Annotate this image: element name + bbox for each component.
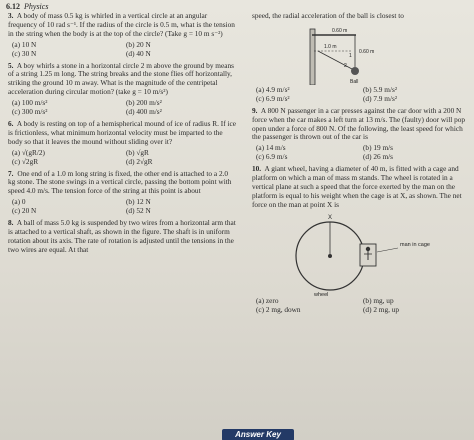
question-3-options	[8, 41, 236, 59]
question-text: speed, the radial acceleration of the ball is closest to	[252, 11, 404, 20]
label-top-length: 0.60 m	[332, 27, 348, 34]
option[interactable]: (c) 6.9 m/s²	[256, 93, 290, 103]
option[interactable]: (a) zero	[256, 295, 279, 305]
ball-mark	[351, 67, 359, 75]
label-side2: 0.60 m	[359, 48, 375, 55]
question-9-options	[252, 144, 466, 162]
option[interactable]: (b) √gR	[126, 147, 149, 157]
option[interactable]: (a) 0	[12, 197, 26, 207]
option[interactable]: (a) √(gR/2)	[12, 147, 45, 157]
question-7	[8, 170, 236, 197]
left-column	[8, 12, 236, 257]
option[interactable]: (d) 2√gR	[126, 156, 153, 166]
question-number: 9.	[252, 105, 258, 115]
wheel-label: wheel	[314, 291, 329, 296]
option[interactable]: (d) 7.9 m/s²	[363, 93, 398, 103]
question-text: One end of a 1.0 m long string is fixed, the other end is attached to a 2.0 kg stone. The stone swings in a vertical circle, passing the bottom point with speed 4.0 m/s. The tension force of the string at this point is about	[8, 168, 232, 196]
vertical-shaft	[310, 29, 315, 85]
hub	[328, 254, 332, 258]
question-text: A ball of mass 5.0 kg is suspended by two wires from a horizontal arm that is attached to a vertical shaft, as shown in the figure. The shaft is in uniform rotation about its axis. The rate of rotation is adjusted until the tensions in the two wires are equal. At that	[8, 218, 236, 254]
label-side-length: 1.0 m	[324, 43, 337, 50]
question-10-options	[252, 297, 466, 315]
label-angle-2: 2	[344, 62, 347, 69]
wheel-diagram	[252, 212, 442, 296]
question-9	[252, 107, 466, 143]
question-number: 5.	[8, 60, 14, 70]
option[interactable]: (b) 12 N	[126, 197, 151, 207]
question-text: A body is resting on top of a hemispherical mound of ice of radius R. If ice is frictionless, what minimum horizontal velocity must be imparted to the body so that it leaves the mound without sliding over it?	[8, 118, 236, 146]
option[interactable]: (b) 200 m/s²	[126, 98, 162, 108]
answer-key-button[interactable]: Answer Key	[222, 429, 294, 440]
option[interactable]: (b) mg, up	[363, 295, 394, 305]
man-head	[366, 246, 370, 250]
question-5-options	[8, 99, 236, 117]
question-number: 8.	[8, 218, 14, 228]
option[interactable]: (b) 19 m/s	[363, 143, 393, 153]
question-3	[8, 12, 236, 39]
page-header	[6, 2, 48, 11]
question-8-continued	[252, 12, 466, 21]
question-number: 7.	[8, 168, 14, 178]
right-column	[252, 12, 466, 318]
option[interactable]: (c) √2gR	[12, 156, 39, 166]
option[interactable]: (b) 20 N	[126, 39, 151, 49]
man-in-cage-label: man in cage	[400, 241, 430, 248]
question-text: A body of mass 0.5 kg is whirled in a vertical circle at an angular frequency of 10 rad s⁻¹. If the radius of the circle is 0.5 m, what is the tension in the string when the body is at the top of the circle? (Take g = 10 m s⁻²)	[8, 11, 235, 38]
page-number: 6.12	[6, 2, 20, 11]
wire-lower	[318, 51, 352, 69]
question-number: 10.	[252, 164, 262, 174]
option[interactable]: (d) 40 N	[126, 48, 151, 58]
option[interactable]: (a) 10 N	[12, 39, 37, 49]
question-number: 6.	[8, 118, 14, 128]
option[interactable]: (a) 100 m/s²	[12, 98, 48, 108]
question-5	[8, 62, 236, 98]
option[interactable]: (d) 400 m/s²	[126, 107, 162, 117]
question-10	[252, 165, 466, 210]
question-6	[8, 120, 236, 147]
question-text: A 800 N passenger in a car presses against the car door with a 200 N force when the car makes a left turn at 13 m/s. The (faulty) door will pop open under a force of 800 N. Of the following, the least speed for which the passenger is thrown out of the car is	[252, 105, 466, 142]
option[interactable]: (c) 30 N	[12, 48, 37, 58]
question-8	[8, 219, 236, 255]
label-angle-1: 1	[349, 52, 352, 59]
option[interactable]: (c) 20 N	[12, 206, 37, 216]
chapter-title: Physics	[24, 2, 49, 11]
option[interactable]: (c) 300 m/s²	[12, 107, 48, 117]
option[interactable]: (d) 2 mg, up	[363, 304, 400, 314]
option[interactable]: (c) 6.9 m/s	[256, 152, 288, 162]
question-6-options	[8, 149, 236, 167]
option[interactable]: (a) 4.9 m/s²	[256, 84, 290, 94]
question-text: A giant wheel, having a diameter of 40 m, is fitted with a cage and platform on which a man of mass m stands. The wheel is rotated in a vertical plane at such a speed that the force exerted by the man on the platform is equal to his weight when the cage is at X, as shown. The net force on the man at point X is	[252, 164, 462, 209]
question-7-options	[8, 198, 236, 216]
option[interactable]: (d) 52 N	[126, 206, 151, 216]
question-number: 3.	[8, 11, 14, 20]
question-8-options	[252, 86, 466, 104]
label-pointer	[377, 248, 398, 252]
wheel-figure	[252, 212, 466, 296]
question-text: A boy whirls a stone in a horizontal circle 2 m above the ground by means of a string 1.25 m long. The string breaks and the stone flies off horizontally, striking the ground 10 m away. What is the magnitude of the centripetal acceleration during circular motion? (take g = 10 m/s²)	[8, 60, 234, 97]
option[interactable]: (d) 26 m/s	[363, 152, 393, 162]
option[interactable]: (c) 2 mg, down	[256, 304, 301, 314]
shaft-diagram	[252, 23, 402, 85]
point-x-label: X	[327, 214, 333, 221]
label-ball: Ball	[350, 78, 359, 85]
shaft-figure	[252, 23, 466, 85]
option[interactable]: (a) 14 m/s	[256, 143, 286, 153]
option[interactable]: (b) 5.9 m/s²	[363, 84, 398, 94]
